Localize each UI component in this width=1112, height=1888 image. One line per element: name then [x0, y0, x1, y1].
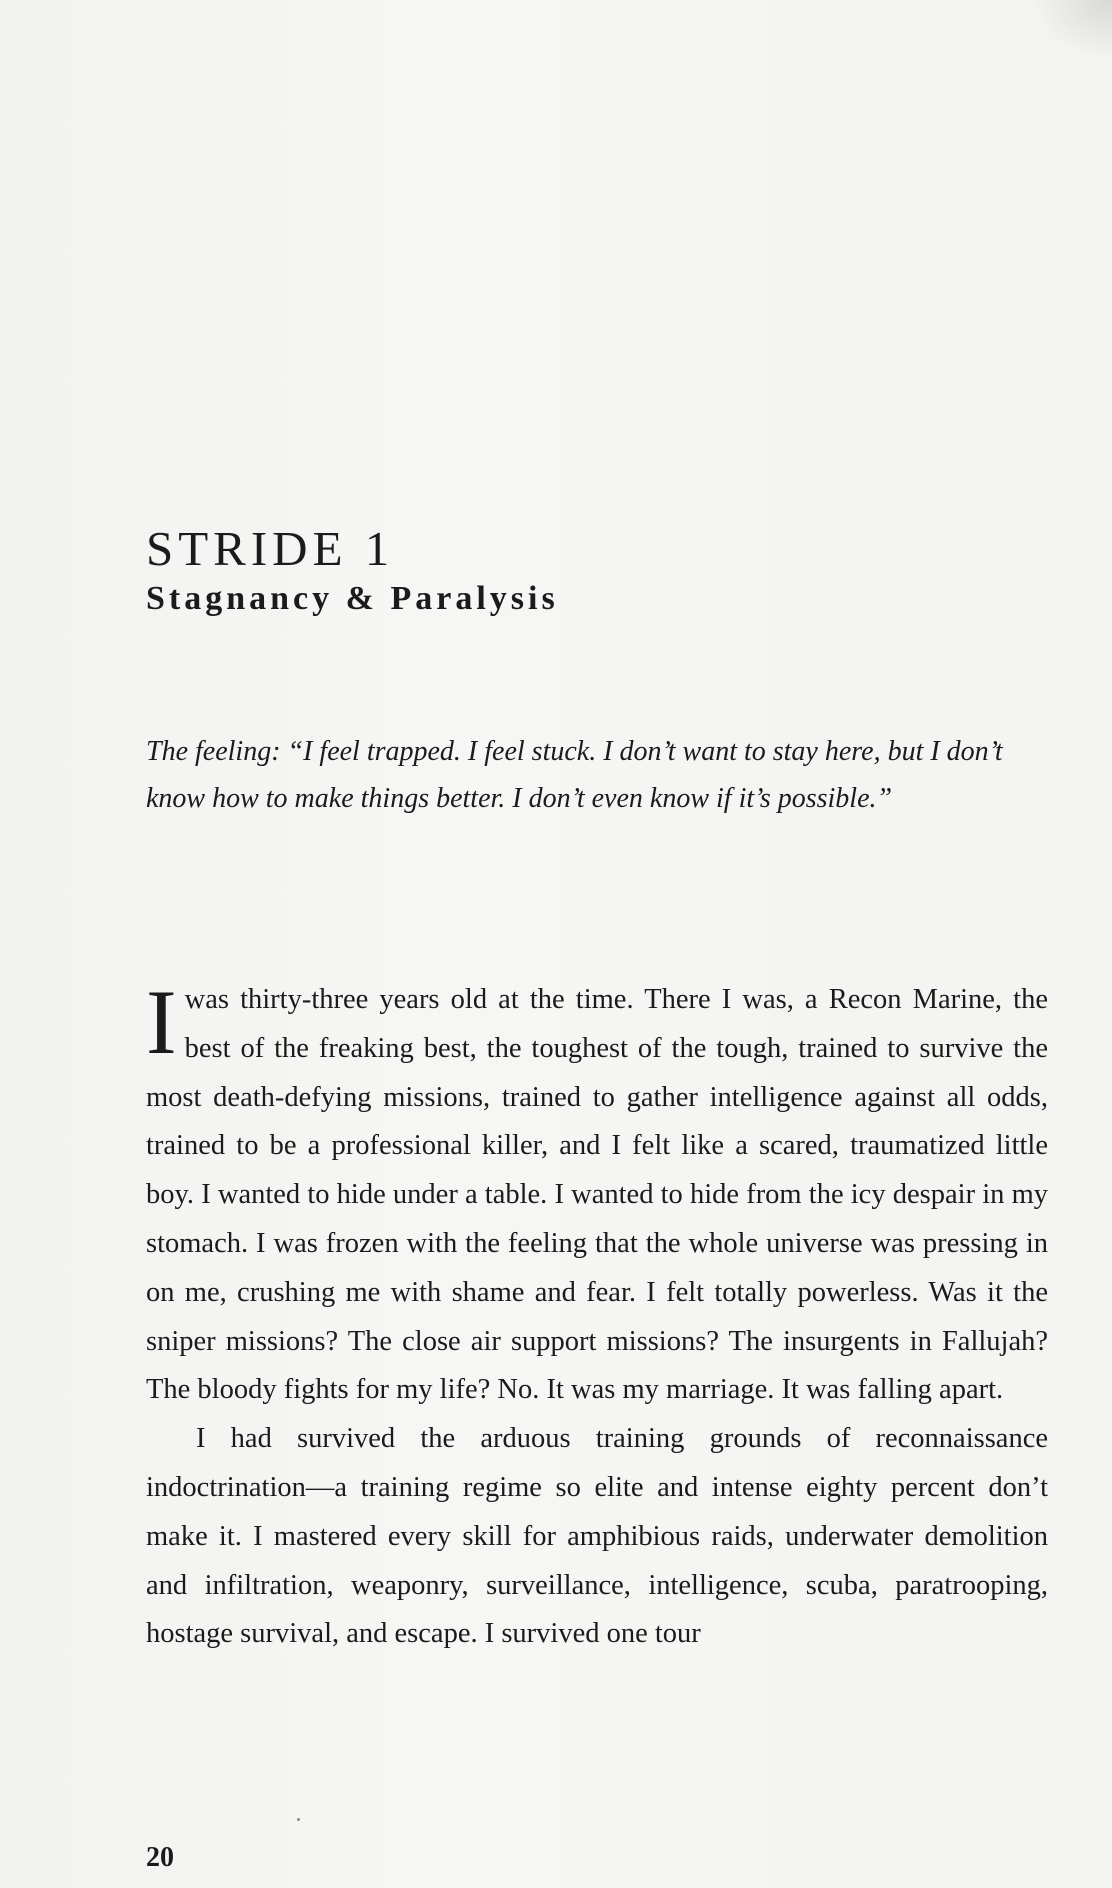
body-text [146, 971, 1048, 1659]
page-corner-shadow [1032, 0, 1112, 60]
chapter-title: STRIDE 1 [146, 521, 395, 576]
paper-speck [297, 1818, 300, 1821]
page-number: 20 [146, 1842, 174, 1873]
paragraph-2: I had survived the arduous training grounds of reconnaissance indoctrination—a training regime so elite and intense eighty percent don’t make it. I mastered every skill for amphibious raids, underwater demolition and infiltration, weaponry, surveillance, intelligence, scuba, paratrooping, hostage survival, and escape. I survived one tour [146, 1423, 1048, 1650]
chapter-subtitle: Stagnancy & Paralysis [146, 580, 559, 617]
paragraph-1-text: was thirty-three years old at the time. There I was, a Recon Marine, the best of the freaking best, the toughest of the tough, trained to survive the most death-defying missions, trained to gather intelligence against all odds, trained to be a professional killer, and I felt like a scared, traumatized little boy. I wanted to hide under a table. I wanted to hide from the icy despair in my stomach. I was frozen with the feeling that the whole universe was pressing in on me, crushing me with shame and fear. I felt totally powerless. Was it the sniper missions? The close air support missions? The insurgents in Fallujah? The bloody fights for my life? No. It was my marriage. It was falling apart. [146, 984, 1048, 1406]
paragraph-1 [146, 971, 1048, 1415]
chapter-heading [146, 520, 946, 620]
epigraph: The feeling: “I feel trapped. I feel stuck. I don’t want to stay here, but I don’t know how to make things better. I don’t even know if it’s possible.” [146, 736, 1003, 814]
drop-cap: I [146, 971, 177, 1073]
